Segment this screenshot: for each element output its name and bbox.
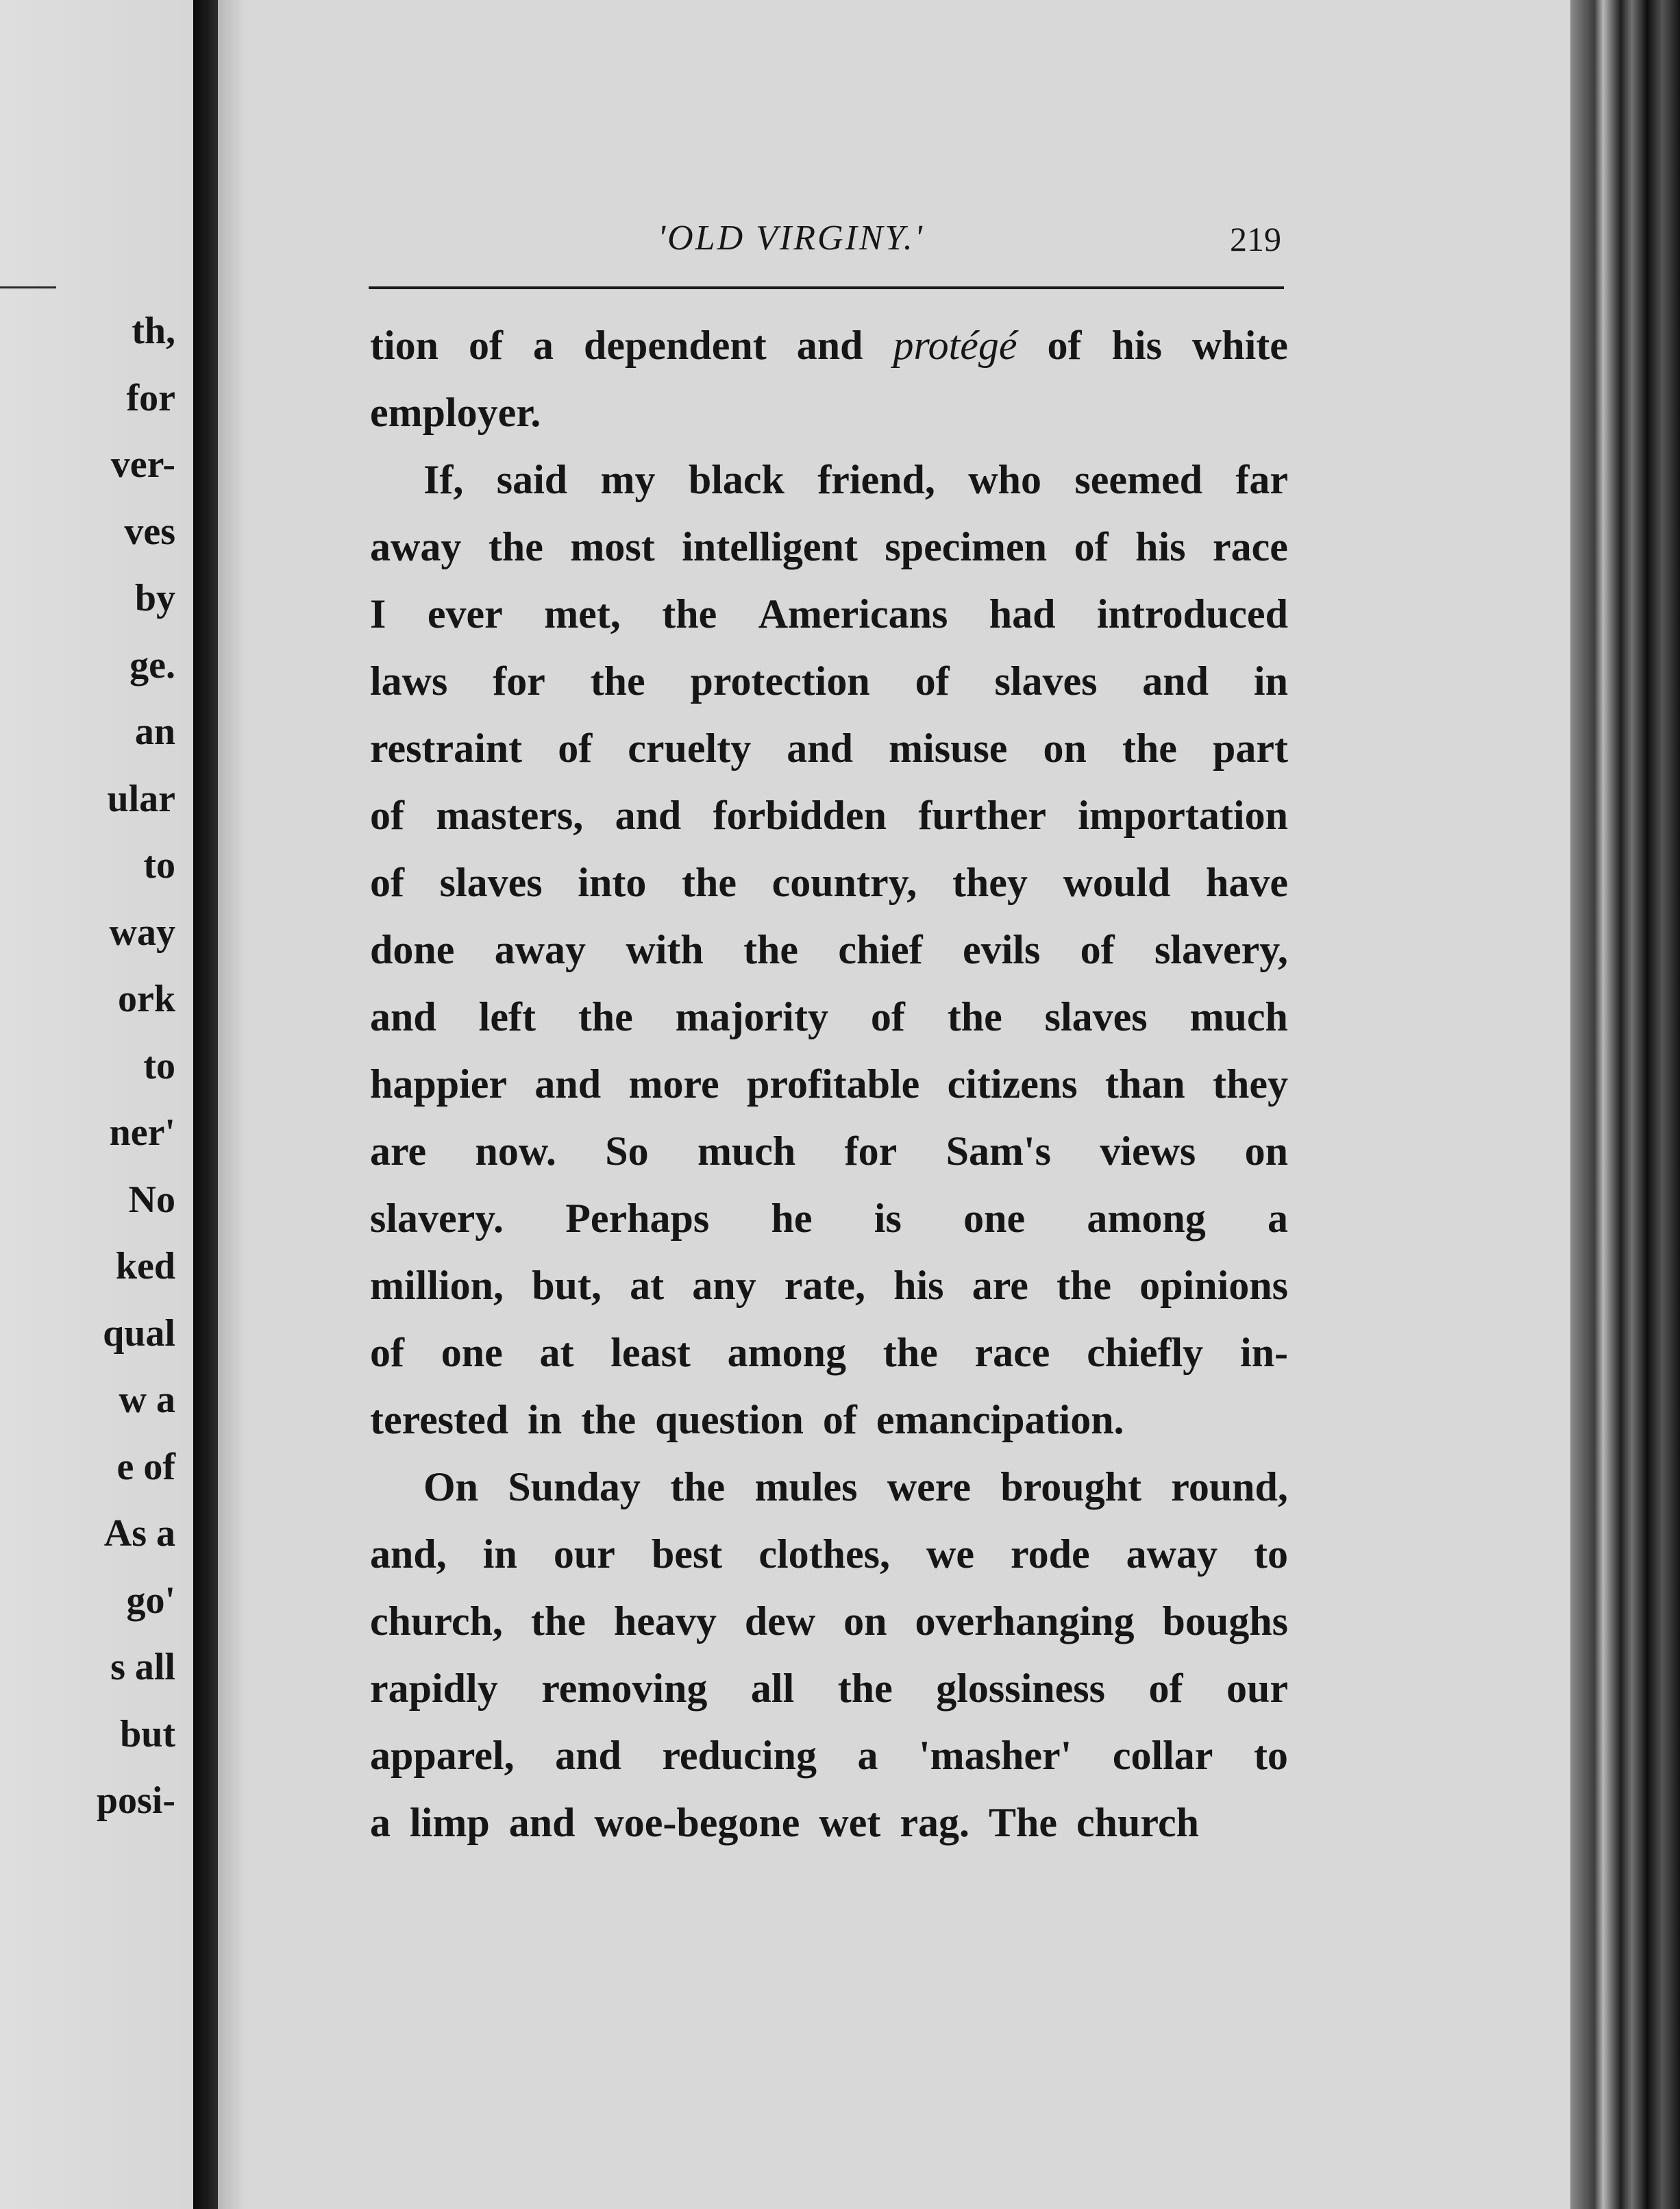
text-line xyxy=(370,1252,1288,1319)
word: part xyxy=(1212,726,1288,771)
word: of xyxy=(370,1330,404,1375)
word: Sam's xyxy=(946,1128,1051,1174)
word: of xyxy=(370,860,404,905)
word: restraint xyxy=(370,726,523,771)
word: done xyxy=(370,927,455,972)
word: ever xyxy=(427,591,503,637)
facing-page-line: to xyxy=(143,1044,175,1087)
gutter-shadow xyxy=(218,0,245,2209)
word: race xyxy=(1213,524,1288,569)
text-line xyxy=(370,1722,1288,1789)
running-head xyxy=(370,218,1288,266)
word: of xyxy=(1074,524,1109,569)
word: dependent xyxy=(584,323,767,368)
word: opinions xyxy=(1139,1263,1288,1308)
text-line xyxy=(370,580,1288,647)
word: of xyxy=(370,793,404,838)
word: 'masher' xyxy=(919,1733,1072,1778)
word: my xyxy=(600,457,656,502)
word: happier xyxy=(370,1061,508,1107)
word: and xyxy=(508,1800,576,1845)
word: of xyxy=(1047,323,1082,368)
word: misuse xyxy=(889,726,1008,771)
word: white xyxy=(1191,323,1288,368)
facing-page-line: No xyxy=(128,1178,175,1221)
facing-page-line: w a xyxy=(119,1379,175,1421)
word: church xyxy=(1076,1800,1199,1845)
word: Sunday xyxy=(508,1464,641,1509)
word: our xyxy=(553,1531,615,1577)
facing-page-line: ner' xyxy=(109,1111,175,1154)
word: now. xyxy=(475,1128,556,1174)
word: race xyxy=(974,1330,1050,1375)
word: on xyxy=(1244,1128,1288,1174)
word: tion xyxy=(370,323,439,368)
word: of xyxy=(1080,927,1115,972)
facing-page-line: ver- xyxy=(110,443,175,486)
word: slaves xyxy=(1044,994,1148,1039)
word: they xyxy=(952,860,1028,905)
word: friend, xyxy=(817,457,935,502)
word: said xyxy=(496,457,568,502)
text-line xyxy=(370,782,1288,849)
word: for xyxy=(493,658,545,704)
word: among xyxy=(727,1330,847,1375)
word: and xyxy=(787,726,854,771)
word: the xyxy=(670,1464,726,1509)
word: one xyxy=(963,1196,1026,1241)
text-line xyxy=(370,1655,1288,1722)
facing-page-line: e of xyxy=(116,1445,175,1488)
word: in xyxy=(528,1397,563,1442)
word: views xyxy=(1100,1128,1196,1174)
word: his xyxy=(893,1263,944,1308)
word: protégé xyxy=(893,323,1017,368)
word: the xyxy=(882,1330,938,1375)
word: the xyxy=(662,591,717,637)
word: limp xyxy=(410,1800,490,1845)
word: they xyxy=(1213,1061,1288,1107)
word: than xyxy=(1104,1061,1185,1107)
word: of xyxy=(915,658,950,704)
facing-page-line: ves xyxy=(124,510,175,553)
word: to xyxy=(1254,1531,1288,1577)
page-edges xyxy=(1570,0,1680,2209)
word: away xyxy=(1126,1531,1218,1577)
word: who xyxy=(968,457,1041,502)
word: the xyxy=(681,860,737,905)
text-line xyxy=(370,1789,1288,1856)
text-line xyxy=(370,1520,1288,1588)
word: On xyxy=(423,1464,479,1509)
word: and xyxy=(1142,658,1209,704)
word: more xyxy=(628,1061,719,1107)
word: least xyxy=(610,1330,691,1375)
word: reducing xyxy=(662,1733,817,1778)
word: church, xyxy=(370,1599,503,1644)
word: into xyxy=(578,860,647,905)
word: the xyxy=(837,1666,893,1711)
text-line xyxy=(370,1118,1288,1185)
word: would xyxy=(1063,860,1171,905)
word: slaves xyxy=(994,658,1098,704)
facing-page-line: way xyxy=(109,911,175,954)
word: in xyxy=(482,1531,517,1577)
word: masters, xyxy=(436,793,584,838)
word: with xyxy=(626,927,704,972)
body-text xyxy=(370,312,1288,1856)
word: rode xyxy=(1011,1531,1090,1577)
word: If, xyxy=(423,457,464,502)
facing-page-line: posi- xyxy=(96,1779,175,1822)
word: away xyxy=(370,524,462,569)
text-line xyxy=(370,715,1288,782)
word: had xyxy=(989,591,1056,637)
word: much xyxy=(697,1128,796,1174)
word: slaves xyxy=(439,860,543,905)
word: Perhaps xyxy=(565,1196,710,1241)
facing-page-line: go' xyxy=(126,1579,175,1622)
word: one xyxy=(441,1330,503,1375)
word: of xyxy=(1148,1666,1183,1711)
word: forbidden xyxy=(713,793,887,838)
facing-page-line: ked xyxy=(115,1245,175,1287)
word: rate, xyxy=(784,1263,865,1308)
facing-page-line: for xyxy=(126,376,175,419)
word: but, xyxy=(532,1263,602,1308)
word: removing xyxy=(541,1666,708,1711)
word: have xyxy=(1206,860,1288,905)
text-line xyxy=(370,513,1288,580)
word: I xyxy=(370,591,386,637)
text-line xyxy=(370,312,1288,379)
text-line xyxy=(370,1453,1288,1520)
word: are xyxy=(972,1263,1028,1308)
word: he xyxy=(771,1196,813,1241)
text-line xyxy=(370,1185,1288,1252)
text-line xyxy=(370,1050,1288,1118)
word: and, xyxy=(370,1531,447,1577)
head-rule xyxy=(369,286,1284,289)
word: protection xyxy=(690,658,870,704)
word: seemed xyxy=(1074,457,1202,502)
word: slavery. xyxy=(370,1196,504,1241)
word: employer. xyxy=(370,390,541,435)
word: in xyxy=(1253,658,1288,704)
word: country, xyxy=(771,860,917,905)
word: and xyxy=(615,793,682,838)
facing-page xyxy=(0,0,193,2209)
word: round, xyxy=(1171,1464,1288,1509)
word: chief xyxy=(838,927,923,972)
word: the xyxy=(743,927,799,972)
word: So xyxy=(605,1128,649,1174)
word: glossiness xyxy=(936,1666,1105,1711)
word: boughs xyxy=(1162,1599,1288,1644)
word: were xyxy=(887,1464,971,1509)
facing-page-line: to xyxy=(143,844,175,887)
word: on xyxy=(843,1599,887,1644)
word: a xyxy=(370,1800,391,1845)
word: rapidly xyxy=(370,1666,498,1711)
word: for xyxy=(844,1128,898,1174)
word: wet xyxy=(819,1800,881,1845)
word: overhanging xyxy=(915,1599,1135,1644)
word: on xyxy=(1043,726,1087,771)
word: emancipation. xyxy=(876,1397,1124,1442)
word: our xyxy=(1226,1666,1288,1711)
word: The xyxy=(989,1800,1058,1845)
word: in- xyxy=(1239,1330,1288,1375)
text-line xyxy=(370,1386,1288,1453)
word: profitable xyxy=(747,1061,920,1107)
word: heavy xyxy=(613,1599,717,1644)
word: introduced xyxy=(1097,591,1288,637)
word: dew xyxy=(744,1599,816,1644)
text-line xyxy=(370,446,1288,513)
word: terested xyxy=(370,1397,509,1442)
word: evils xyxy=(962,927,1041,972)
word: citizens xyxy=(947,1061,1078,1107)
facing-page-line: by xyxy=(134,577,175,619)
word: far xyxy=(1235,457,1288,502)
word: all xyxy=(750,1666,795,1711)
word: the xyxy=(488,524,543,569)
facing-page-line: As a xyxy=(103,1512,175,1555)
word: chiefly xyxy=(1087,1330,1204,1375)
text-line xyxy=(370,647,1288,715)
word: the xyxy=(1122,726,1177,771)
word: woe-begone xyxy=(594,1800,800,1845)
word: specimen xyxy=(885,524,1048,569)
word: to xyxy=(1253,1733,1288,1778)
facing-page-line: but xyxy=(120,1712,175,1755)
facing-page-line: th, xyxy=(132,310,175,352)
text-line xyxy=(370,849,1288,916)
word: of xyxy=(469,323,504,368)
text-line xyxy=(370,916,1288,983)
word: a xyxy=(857,1733,878,1778)
word: best xyxy=(651,1531,723,1577)
facing-page-line: ork xyxy=(118,978,175,1020)
word: importation xyxy=(1078,793,1288,838)
word: met, xyxy=(544,591,621,637)
word: apparel, xyxy=(370,1733,515,1778)
page-number: 219 xyxy=(1230,220,1281,258)
word: million, xyxy=(370,1263,504,1308)
word: most xyxy=(570,524,655,569)
facing-page-line: ge. xyxy=(129,643,175,687)
word: clothes, xyxy=(758,1531,890,1577)
word: slavery, xyxy=(1154,927,1288,972)
facing-page-line: qual xyxy=(103,1311,175,1355)
word: of xyxy=(822,1397,857,1442)
word: away xyxy=(494,927,586,972)
word: further xyxy=(918,793,1046,838)
word: and xyxy=(370,994,436,1039)
word: mules xyxy=(754,1464,858,1509)
word: at xyxy=(630,1263,665,1308)
facing-page-line: ular xyxy=(107,777,175,820)
word: left xyxy=(478,994,536,1039)
word: collar xyxy=(1112,1733,1213,1778)
text-line xyxy=(370,1588,1288,1655)
word: black xyxy=(688,457,785,502)
word: we xyxy=(926,1531,974,1577)
word: a xyxy=(533,323,554,368)
facing-page-line: an xyxy=(134,711,175,753)
facing-page-head-rule xyxy=(0,286,56,288)
word: the xyxy=(530,1599,586,1644)
facing-page-line: s all xyxy=(110,1646,175,1688)
word: a xyxy=(1267,1196,1288,1241)
word: of xyxy=(870,994,905,1039)
word: are xyxy=(370,1128,427,1174)
book-gutter xyxy=(193,0,218,2209)
word: his xyxy=(1111,323,1162,368)
word: rag. xyxy=(900,1800,969,1845)
word: question xyxy=(655,1397,804,1442)
word: any xyxy=(692,1263,756,1308)
text-line xyxy=(370,983,1288,1050)
word: majority xyxy=(675,994,828,1039)
word: at xyxy=(539,1330,574,1375)
word: his xyxy=(1135,524,1186,569)
word: cruelty xyxy=(628,726,752,771)
running-title: 'OLD VIRGINY.' xyxy=(658,219,924,258)
text-line xyxy=(370,1319,1288,1386)
word: brought xyxy=(1000,1464,1141,1509)
word: and xyxy=(534,1061,602,1107)
word: is xyxy=(874,1196,902,1241)
word: the xyxy=(1057,1263,1112,1308)
word: of xyxy=(558,726,593,771)
word: the xyxy=(947,994,1002,1039)
word: the xyxy=(578,994,633,1039)
text-line xyxy=(370,379,1288,446)
word: among xyxy=(1087,1196,1206,1241)
word: laws xyxy=(370,658,448,704)
word: much xyxy=(1189,994,1288,1039)
word: the xyxy=(590,658,645,704)
word: the xyxy=(581,1397,637,1442)
word: and xyxy=(555,1733,621,1778)
word: and xyxy=(796,323,863,368)
word: Americans xyxy=(758,591,948,637)
word: intelligent xyxy=(682,524,858,569)
